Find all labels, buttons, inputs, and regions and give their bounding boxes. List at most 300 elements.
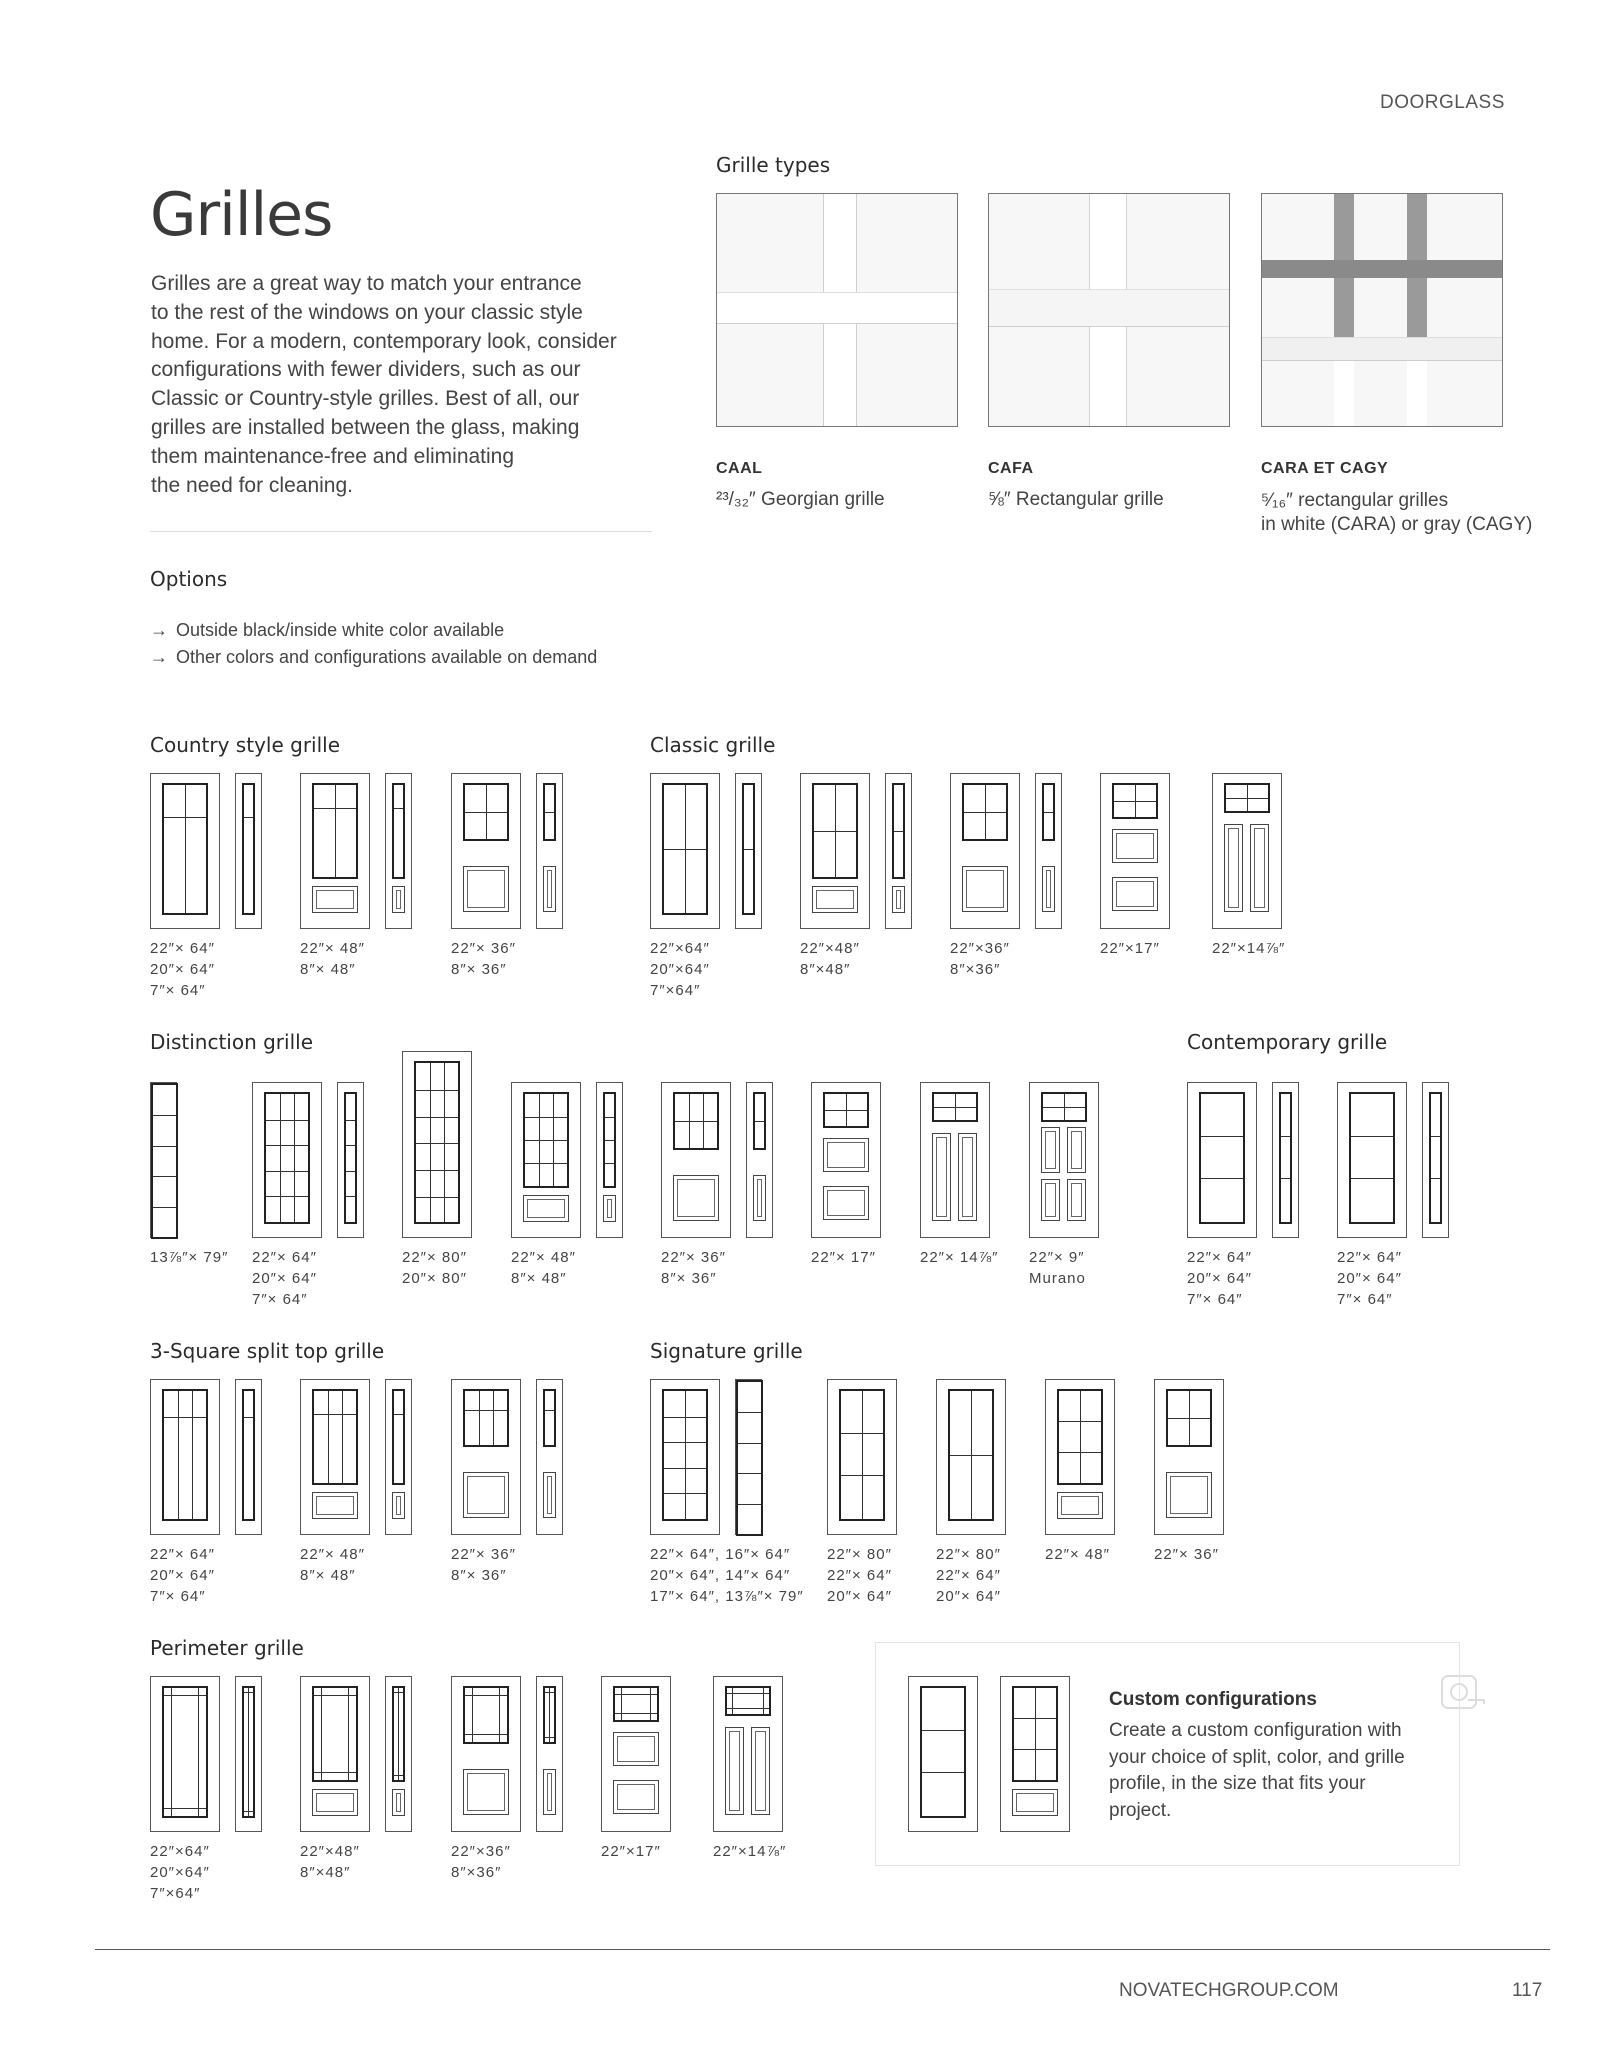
grille-bar-v	[493, 1391, 494, 1445]
grille-bar-h	[744, 849, 753, 850]
grille-bar-h	[244, 817, 253, 818]
grille-bar-v	[185, 785, 186, 913]
footer-page-number: 117	[1512, 1980, 1543, 2001]
door-diagram	[601, 1676, 671, 1832]
glass-pane	[463, 1389, 509, 1447]
split-grille-title: 3-Square split top grille	[150, 1339, 385, 1363]
door-diagram	[661, 1082, 731, 1238]
glass-pane	[414, 1061, 460, 1224]
door-diagram	[300, 1676, 370, 1832]
glass-pane	[1166, 1389, 1212, 1447]
dim-label: 22″× 9″ Murano	[1029, 1249, 1086, 1287]
door-diagram	[596, 1082, 623, 1238]
grille-bar-v	[430, 1063, 431, 1222]
glass-pane	[392, 1389, 405, 1485]
grille-bar-h	[1351, 1136, 1393, 1137]
door-diagram	[650, 1379, 720, 1535]
door-panel	[751, 1727, 770, 1815]
grille-bar-h	[266, 1145, 308, 1146]
grille-types-title: Grille types	[716, 153, 831, 177]
panel-inset	[827, 1142, 865, 1168]
dim-label: 22″×48″ 8″×48″	[800, 940, 860, 978]
panel-inset	[316, 890, 354, 909]
grille-bar-v	[178, 1391, 179, 1519]
grille-bar-v	[486, 785, 487, 839]
dim-label: 22″×14⅞″	[1212, 940, 1286, 957]
contemporary-grille-title: Contemporary grille	[1187, 1030, 1388, 1054]
door-panel	[1041, 1179, 1060, 1221]
grille-bar-h	[738, 1443, 761, 1444]
glass-pane	[312, 783, 358, 879]
glass-pane	[543, 1686, 556, 1744]
door-diagram	[1422, 1082, 1449, 1238]
door-diagram	[1212, 773, 1282, 929]
custom-configurations-text: Create a custom configuration with your choice of split, color, and grille profile, in the size that fits your project.	[1109, 1720, 1405, 1821]
grille-bar-h	[738, 1504, 761, 1505]
door-panel	[725, 1727, 744, 1815]
glass-pane	[603, 1092, 616, 1188]
door-panel	[543, 1769, 556, 1815]
classic-grille-title: Classic grille	[650, 733, 776, 757]
panel-inset	[547, 1773, 552, 1811]
panel-inset	[316, 1793, 354, 1812]
panel-inset	[1045, 1131, 1056, 1169]
dim-label: 22″× 64″ 20″× 64″ 7″× 64″	[150, 1546, 215, 1605]
glass-pane	[242, 1389, 255, 1521]
grille-bar-h	[1201, 1136, 1243, 1137]
glass-pane	[1112, 783, 1158, 819]
panel-inset	[757, 1179, 762, 1217]
panel-inset	[677, 1179, 715, 1217]
grille-code-cara-cagy: CARA ET CAGY	[1261, 460, 1389, 477]
grille-bar-h	[675, 1121, 717, 1122]
dim-label: 22″× 36″ 8″× 36″	[661, 1249, 726, 1287]
glass-pane	[962, 783, 1008, 841]
door-panel	[463, 1472, 509, 1518]
grille-bar-h	[605, 1140, 614, 1141]
glass-pane	[725, 1686, 771, 1716]
door-diagram	[536, 1379, 563, 1535]
grille-bar-v	[328, 1391, 329, 1483]
grille-bar-v	[398, 1688, 399, 1780]
grille-bar-h	[1281, 1136, 1290, 1137]
panel-inset	[467, 1476, 505, 1514]
grille-bar-v	[472, 1688, 473, 1742]
dim-label: 22″×64″ 20″×64″ 7″×64″	[650, 940, 710, 999]
door-panel	[603, 1195, 616, 1222]
grille-bar-h	[1281, 1178, 1290, 1179]
options-list	[150, 617, 597, 671]
panel-inset	[547, 870, 552, 908]
glass-pane	[812, 783, 858, 879]
grille-bar-v	[955, 1094, 956, 1120]
door-panel	[1112, 829, 1158, 863]
door-panel	[753, 1175, 766, 1221]
door-diagram	[811, 1082, 881, 1238]
door-diagram	[1045, 1379, 1115, 1535]
options-title: Options	[150, 567, 228, 591]
grille-bar-v	[248, 1688, 249, 1816]
grille-bar-h	[266, 1120, 308, 1121]
footer-website: NOVATECHGROUP.COM	[1119, 1980, 1339, 2001]
door-panel	[1057, 1492, 1103, 1519]
door-diagram	[536, 773, 563, 929]
grille-bar-h	[346, 1145, 355, 1146]
door-panel	[1224, 824, 1243, 912]
dim-label: 22″× 64″ 20″× 64″ 7″× 64″	[1337, 1249, 1402, 1308]
glass-pane	[162, 783, 208, 915]
grille-sample-cafa	[988, 193, 1230, 427]
glass-pane	[523, 1092, 569, 1188]
grille-bar-v	[763, 1688, 764, 1714]
glass-pane	[392, 1686, 405, 1782]
glass-pane	[1349, 1092, 1395, 1224]
door-panel	[392, 1492, 405, 1519]
perimeter-grille-title: Perimeter grille	[150, 1636, 304, 1660]
door-diagram	[451, 1676, 521, 1832]
grille-bar-h	[1431, 1136, 1440, 1137]
dim-label: 22″× 48″ 8″× 48″	[511, 1249, 576, 1287]
door-diagram	[150, 1082, 177, 1238]
grille-bar-v	[335, 785, 336, 877]
door-panel	[613, 1732, 659, 1766]
glass-pane	[543, 1389, 556, 1447]
grille-bar-v	[650, 1688, 651, 1720]
grille-bar-h	[164, 1417, 206, 1418]
grille-bar-h	[394, 808, 403, 809]
panel-inset	[896, 890, 901, 909]
panel-inset	[962, 1137, 973, 1217]
arrow-right-icon: →	[150, 620, 168, 640]
intro-paragraph: Grilles are a great way to match your entrance to the rest of the windows on your classic style home. For a modern, contemporary look, consider configurations with fewer dividers, such as our Classic or Country-style grilles. Best of all, our grilles are installed between the glass, making them maintenance-free and eliminating the need for cleaning.	[151, 272, 617, 497]
door-panel	[892, 886, 905, 913]
door-diagram	[1272, 1082, 1299, 1238]
grille-bar-h	[465, 1410, 507, 1411]
glass-pane	[662, 783, 708, 915]
header-category: DOORGLASS	[1380, 92, 1505, 113]
grille-bar-v	[553, 1094, 554, 1186]
door-diagram	[746, 1082, 773, 1238]
grille-bar-h	[153, 1115, 176, 1116]
door-panel	[1166, 1472, 1212, 1518]
grille-bar-v	[985, 785, 986, 839]
tape-measure-icon	[1440, 1672, 1486, 1712]
dim-label: 22″× 36″ 8″× 36″	[451, 940, 516, 978]
grille-bar-h	[605, 1117, 614, 1118]
country-grille-title: Country style grille	[150, 733, 341, 757]
options-item: → Outside black/inside white color available	[150, 620, 505, 640]
grille-bar-h	[1431, 1178, 1440, 1179]
panel-inset	[1228, 828, 1239, 908]
glass-pane	[1224, 783, 1270, 813]
glass-pane	[1042, 783, 1055, 841]
grille-bar-v	[1247, 785, 1248, 811]
custom-configurations-title: Custom configurations	[1109, 1689, 1317, 1710]
glass-pane	[264, 1092, 310, 1224]
dim-label: 22″× 80″ 22″× 64″ 20″× 64″	[936, 1546, 1001, 1605]
panel-inset	[1170, 1476, 1208, 1514]
glass-pane	[1429, 1092, 1442, 1224]
panel-inset	[936, 1137, 947, 1217]
door-diagram	[936, 1379, 1006, 1535]
dim-label: 22″× 80″ 22″× 64″ 20″× 64″	[827, 1546, 892, 1605]
door-diagram	[337, 1082, 364, 1238]
grille-bar-v	[549, 1688, 550, 1742]
grille-bar-v	[685, 1391, 686, 1519]
door-panel	[543, 1472, 556, 1518]
door-panel	[812, 886, 858, 913]
glass-pane	[543, 783, 556, 841]
door-panel	[823, 1138, 869, 1172]
door-diagram	[1187, 1082, 1257, 1238]
door-diagram	[1029, 1082, 1099, 1238]
panel-inset	[547, 1476, 552, 1514]
grille-bar-v	[1080, 1391, 1081, 1483]
dim-label: 22″×36″ 8″×36″	[451, 1843, 511, 1881]
dim-label: 22″×17″	[1100, 940, 1160, 957]
panel-inset	[527, 1199, 565, 1218]
grille-bar-v	[1135, 785, 1136, 817]
grille-bar-h	[525, 1117, 567, 1118]
door-diagram	[235, 1379, 262, 1535]
glass-pane	[242, 783, 255, 915]
grille-bar-h	[416, 1143, 458, 1144]
grille-bar-h	[266, 1196, 308, 1197]
grille-code-cafa: CAFA	[988, 460, 1034, 477]
door-diagram	[650, 773, 720, 929]
grille-bar-v	[971, 1391, 972, 1519]
door-diagram	[1100, 773, 1170, 929]
door-diagram	[235, 773, 262, 929]
panel-inset	[1045, 1183, 1056, 1217]
grille-bar-h	[545, 812, 554, 813]
dim-label: 13⅞″× 79″	[150, 1249, 229, 1266]
panel-inset	[966, 870, 1004, 908]
glass-pane	[312, 1686, 358, 1782]
grille-desc-cara-cagy: ⁵⁄₁₆″ rectangular grilles in white (CARA) or gray (CAGY)	[1261, 490, 1533, 535]
panel-inset	[1254, 828, 1265, 908]
door-panel	[543, 866, 556, 912]
door-diagram	[451, 1379, 521, 1535]
grille-sample-cara-cagy	[1261, 193, 1503, 427]
arrow-right-icon: →	[150, 647, 168, 667]
grille-desc-caal: ²³/₃₂″ Georgian grille	[716, 489, 885, 510]
grille-bar-h	[416, 1197, 458, 1198]
glass-pane	[932, 1092, 978, 1122]
grille-bar-horizontal	[989, 289, 1230, 327]
panel-inset	[1116, 833, 1154, 859]
dim-label: 22″×64″ 20″×64″ 7″×64″	[150, 1843, 210, 1902]
footer-divider	[95, 1949, 1550, 1950]
grille-bar-v	[342, 1391, 343, 1483]
grille-bar-h	[346, 1120, 355, 1121]
door-panel	[673, 1175, 719, 1221]
door-panel	[932, 1133, 951, 1221]
grille-bar-h	[153, 1176, 176, 1177]
grille-bar-h	[416, 1170, 458, 1171]
door-diagram	[735, 1379, 762, 1535]
grille-bar-h	[894, 831, 903, 832]
door-diagram	[300, 773, 370, 929]
grille-bar-horizontal	[717, 292, 958, 324]
door-panel	[523, 1195, 569, 1222]
grille-bar-h	[346, 1196, 355, 1197]
panel-inset	[816, 890, 854, 909]
glass-pane	[613, 1686, 659, 1722]
grille-bar-h	[738, 1473, 761, 1474]
door-diagram	[1035, 773, 1062, 929]
grille-bar-h	[153, 1146, 176, 1147]
door-diagram	[1154, 1379, 1224, 1535]
door-diagram	[150, 1676, 220, 1832]
glass-pane	[312, 1389, 358, 1485]
panel-inset	[1071, 1183, 1082, 1217]
grille-desc-cafa: ⅝″ Rectangular grille	[988, 489, 1164, 510]
panel-inset	[755, 1731, 766, 1811]
grille-bar-h	[605, 1163, 614, 1164]
grille-bar-h	[525, 1140, 567, 1141]
dim-label: 22″×17″	[601, 1843, 661, 1860]
door-panel	[1041, 1127, 1060, 1173]
glass-pane	[892, 783, 905, 879]
grille-bar-h	[244, 1417, 253, 1418]
door-diagram	[385, 1676, 412, 1832]
panel-inset	[396, 890, 401, 909]
dim-label: 22″× 14⅞″	[920, 1249, 999, 1266]
glass-pane	[673, 1092, 719, 1150]
grille-bar-v	[444, 1063, 445, 1222]
door-diagram	[300, 1379, 370, 1535]
glass-pane	[1057, 1389, 1103, 1485]
grille-bar-h	[416, 1117, 458, 1118]
panel-inset	[1116, 881, 1154, 907]
door-panel	[1042, 866, 1055, 912]
door-diagram	[920, 1082, 990, 1238]
door-panel	[613, 1780, 659, 1814]
door-panel	[392, 886, 405, 913]
door-diagram	[713, 1676, 783, 1832]
door-panel	[1112, 877, 1158, 911]
panel-inset	[467, 1773, 505, 1811]
grille-bar-h	[1201, 1178, 1243, 1179]
door-diagram	[385, 1379, 412, 1535]
glass-pane	[753, 1092, 766, 1150]
dim-label: 22″× 17″	[811, 1249, 876, 1266]
grille-code-caal: CAAL	[716, 460, 763, 477]
panel-inset	[1046, 870, 1051, 908]
grille-bar-h	[346, 1171, 355, 1172]
grille-bar-v	[689, 1094, 690, 1148]
glass-pane	[162, 1686, 208, 1818]
glass-pane	[662, 1389, 708, 1521]
grille-bar-h	[755, 1121, 764, 1122]
grille-bar-h	[153, 1207, 176, 1208]
door-diagram	[827, 1379, 897, 1535]
door-panel	[823, 1186, 869, 1220]
door-panel	[312, 886, 358, 913]
door-diagram	[252, 1082, 322, 1238]
door-panel	[962, 866, 1008, 912]
dim-label: 22″× 36″ 8″× 36″	[451, 1546, 516, 1584]
grille-bar-h	[545, 1410, 554, 1411]
door-diagram	[536, 1676, 563, 1832]
door-panel	[392, 1789, 405, 1816]
door-panel	[463, 1769, 509, 1815]
door-panel	[958, 1133, 977, 1221]
glass-pane	[463, 783, 509, 841]
panel-inset	[1061, 1496, 1099, 1515]
glass-pane	[242, 1686, 255, 1818]
grille-bar-v	[862, 1391, 863, 1519]
grille-bar-h	[394, 1414, 403, 1415]
dim-label: 22″× 48″	[1045, 1546, 1110, 1563]
grille-bar-v	[348, 1688, 349, 1780]
grille-bar-v	[499, 1688, 500, 1742]
distinction-grille-title: Distinction grille	[150, 1030, 314, 1054]
glass-pane	[162, 1389, 208, 1521]
intro-divider	[150, 531, 652, 532]
panel-inset	[396, 1793, 401, 1812]
glass-pane	[839, 1389, 885, 1521]
grille-bar-v	[321, 1688, 322, 1780]
grille-bar-h	[314, 1414, 356, 1415]
dim-label: 22″× 48″ 8″× 48″	[300, 940, 365, 978]
door-panel	[312, 1789, 358, 1816]
grille-bar-h	[525, 1163, 567, 1164]
panel-inset	[617, 1784, 655, 1810]
door-panel	[1067, 1179, 1086, 1221]
door-panel	[1067, 1127, 1086, 1173]
panel-inset	[607, 1199, 612, 1218]
panel-inset	[729, 1731, 740, 1811]
grille-bar-v	[621, 1688, 622, 1720]
glass-pane	[463, 1686, 509, 1744]
panel-inset	[617, 1736, 655, 1762]
grille-sample-caal	[716, 193, 958, 427]
grille-bar-h	[1351, 1178, 1393, 1179]
dim-label: 22″× 64″, 16″× 64″ 20″× 64″, 14″× 64″ 17″× 64″, 13⅞″× 79″	[650, 1546, 804, 1605]
grille-bar-v	[1189, 1391, 1190, 1445]
dim-label: 22″× 80″ 20″× 80″	[402, 1249, 467, 1287]
dim-label: 22″× 64″ 20″× 64″ 7″× 64″	[252, 1249, 317, 1308]
grille-bar-v	[171, 1688, 172, 1816]
door-diagram	[235, 1676, 262, 1832]
door-diagram	[150, 1379, 220, 1535]
door-diagram	[885, 773, 912, 929]
door-diagram	[402, 1051, 472, 1238]
grille-bar-v	[192, 1391, 193, 1519]
door-diagram	[451, 773, 521, 929]
dim-label: 22″×14⅞″	[713, 1843, 787, 1860]
door-diagram	[385, 773, 412, 929]
panel-inset	[1071, 1131, 1082, 1169]
grille-bar-v	[280, 1094, 281, 1222]
door-diagram	[735, 773, 762, 929]
grille-bar-horizontal-white	[1262, 337, 1503, 361]
dim-label: 22″× 64″ 20″× 64″ 7″× 64″	[150, 940, 215, 999]
glass-pane	[1041, 1092, 1087, 1122]
grille-bar-h	[416, 1090, 458, 1091]
grille-bar-v	[1064, 1094, 1065, 1120]
panel-inset	[467, 870, 505, 908]
glass-pane	[742, 783, 755, 915]
dim-label: 22″×36″ 8″×36″	[950, 940, 1010, 978]
grille-bar-h	[266, 1171, 308, 1172]
signature-grille-title: Signature grille	[650, 1339, 803, 1363]
glass-pane	[1279, 1092, 1292, 1224]
door-diagram	[950, 773, 1020, 929]
grille-bar-v	[835, 785, 836, 877]
